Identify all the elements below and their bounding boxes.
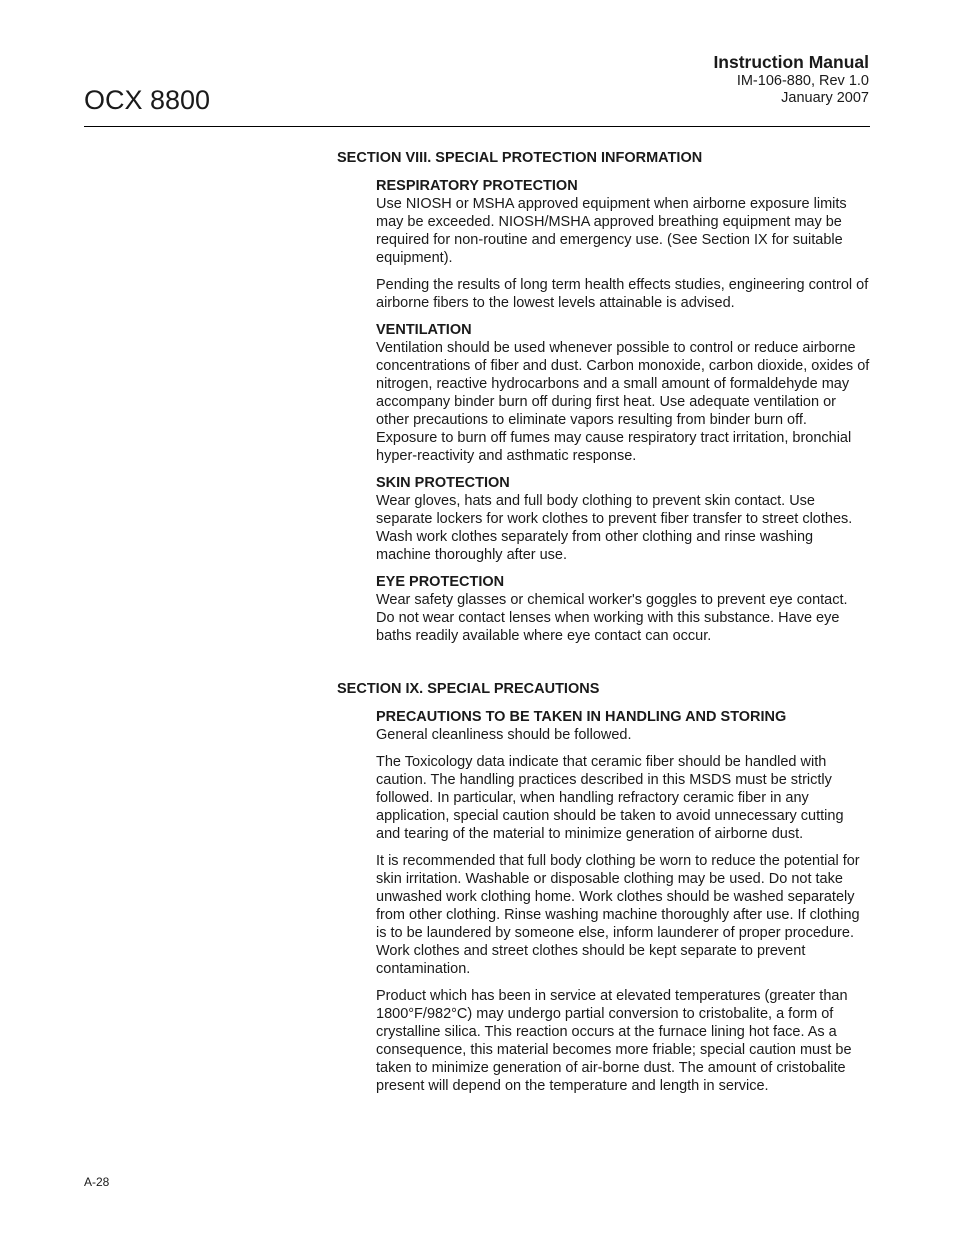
document-date: January 2007 [781, 90, 869, 106]
handling-paragraph-2: The Toxicology data indicate that ceramic fiber should be handled with caution. The handling practices described in this MSDS must be strictly followed. In particular, when handling refractory ceramic fiber in any application, special caution should be taken to avoid unnecessary cutting and tearing of the material to minimize generation of airborne dust. [376, 754, 844, 842]
page-number: A-28 [84, 1175, 110, 1189]
handling-storing-heading: PRECAUTIONS TO BE TAKEN IN HANDLING AND STORING [376, 709, 787, 725]
eye-paragraph: Wear safety glasses or chemical worker's goggles to prevent eye contact. Do not wear contact lenses when working with this substance. Have eye baths readily available where eye contact can occur. [376, 592, 848, 644]
handling-storing-block [376, 708, 870, 1095]
ventilation-block [376, 321, 870, 465]
respiratory-paragraph-1: Use NIOSH or MSHA approved equipment when airborne exposure limits may be exceeded. NIOSH/MSHA approved breathing equipment may be required for non-routine and emergency use. (See Section IX for suitable equipment). [376, 196, 847, 266]
ventilation-heading: VENTILATION [376, 322, 472, 338]
eye-protection-block [376, 573, 870, 645]
header-divider [84, 126, 870, 127]
ventilation-paragraph: Ventilation should be used whenever possible to control or reduce airborne concentrations of fiber and dust. Carbon monoxide, carbon dioxide, oxides of nitrogen, reactive hydrocarbons and a small amount of formaldehyde may accompany binder burn off during first heat. Use adequate ventilation or other precautions to eliminate vapors resulting from binder burn off. Exposure to burn off fumes may cause respiratory tract irritation, bronchial hyper-reactivity and asthmatic response. [376, 340, 870, 464]
handling-paragraph-4: Product which has been in service at elevated temperatures (greater than 1800°F/982°C) may undergo partial conversion to cristobalite, a form of crystalline silica. This reaction occurs at the furnace lining hot face. As a consequence, this material becomes more friable; special caution must be taken to minimize generation of air-borne dust. The amount of cristobalite present will depend on the temperature and length in service. [376, 988, 852, 1094]
eye-protection-heading: EYE PROTECTION [376, 574, 505, 590]
manual-title: Instruction Manual [713, 52, 869, 72]
handling-paragraph-3: It is recommended that full body clothing be worn to reduce the potential for skin irritation. Washable or disposable clothing may be used. Do not take unwashed work clothing home. Work clothes should be washed separately from other clothing. Rinse washing machine thoroughly after use. If clothing is to be laundered by someone else, inform launderer of proper procedure. Work clothes and street clothes should be kept separate to prevent contamination. [376, 853, 860, 977]
skin-paragraph: Wear gloves, hats and full body clothing to prevent skin contact. Use separate lockers for work clothes to prevent fiber transfer to street clothes. Wash work clothes separately from other clothing and rinse washing machine thoroughly after use. [376, 493, 853, 563]
respiratory-paragraph-2: Pending the results of long term health effects studies, engineering control of airborne fibers to the lowest levels attainable is advised. [376, 277, 869, 311]
section-ix-title: SECTION IX. SPECIAL PRECAUTIONS [337, 681, 600, 697]
skin-protection-block [376, 474, 870, 564]
respiratory-protection-heading: RESPIRATORY PROTECTION [376, 178, 578, 194]
page-content [337, 150, 870, 1104]
handling-paragraph-1: General cleanliness should be followed. [376, 727, 632, 743]
respiratory-protection-block [376, 177, 870, 312]
product-name: OCX 8800 [84, 85, 211, 115]
manual-header [713, 52, 869, 107]
section-viii-title: SECTION VIII. SPECIAL PROTECTION INFORMATION [337, 150, 703, 166]
document-number: IM-106-880, Rev 1.0 [736, 73, 869, 89]
skin-protection-heading: SKIN PROTECTION [376, 475, 510, 491]
